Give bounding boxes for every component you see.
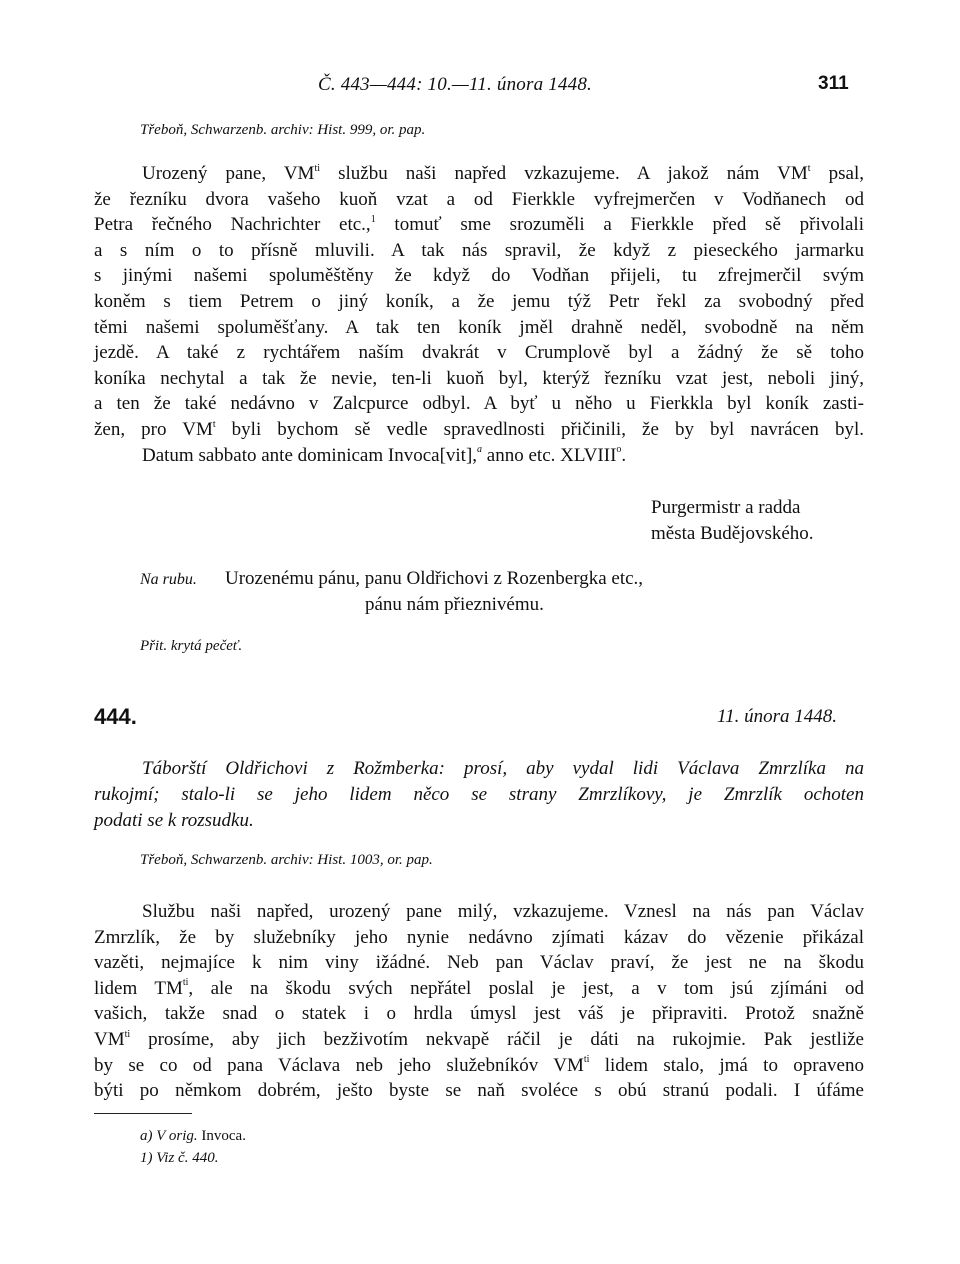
body-line: žen, pro $VM^t$ byli bychom sě vedle spravedlnosti přičinili, že by byl navrácen byl. [94,418,864,440]
seal-note: Přit. krytá pečeť. [140,638,243,654]
body-line: lidem $TM^{ti}$, ale na škodu svých nepřátel poslal je jest, a v tom jsú zjímáni od [94,977,864,999]
body-line: Datum sabbato ante dominicam Invoca[vit],$^a$ anno etc. XLVIII$^o$. [142,444,627,466]
body-line: a s ním o to přísně mluvili. A tak nás spravil, že když z pieseckého jarmarku [94,239,864,261]
body-line: že řezníku dvora vašeho kuoň vzat a od Fierkkle vyfrejmerčen v Vodňanech od [94,188,864,210]
source-note-444: Třeboň, Schwarzenb. archiv: Hist. 1003, or. pap. [140,852,433,868]
document-number: 444. [94,704,137,729]
page-number: 311 [818,73,849,94]
regest [94,756,864,836]
running-title: Č. 443—444: 10.—11. února 1448. [318,74,592,95]
body-line: by se co od pana Václava neb jeho služebníkóv $VM^{ti}$ lidem stalo, jmá to opraveno [94,1054,864,1076]
body-line: vašich, takže snad o statek i o hrdla úmysl jest váš je připraviti. Protož snažně [94,1003,864,1025]
letter-444-body [94,899,864,1109]
dorse-address: pánu nám přieznivému. [365,594,544,615]
body-line: těmi našemi spoluměšťany. A tak ten koník jměl drahně neděl, svobodně na něm [94,316,864,338]
signature-line: města Budějovského. [651,523,814,544]
document-date: 11. února 1448. [717,706,837,727]
footnote: a) V orig. Invoca. [140,1128,246,1144]
body-line: Službu naši napřed, urozený pane milý, vzkazujeme. Vznesl na nás pan Václav [142,901,864,922]
letter-443-body [94,161,864,481]
body-line: Urozený pane, $VM^{ti}$ službu naši napřed vzkazujeme. A jakož nám $VM^t$ psal, [142,162,864,184]
body-line: s jinými našemi spoluměštěny že když do Vodňan přijeli, tu zfrejmerčil svým [94,265,864,287]
regest-line: rukojmí; stalo-li se jeho lidem něco se strany Zmrzlíkovy, je Zmrzlík ochoten [94,784,864,805]
body-line: $VM^{ti}$ prosíme, aby jich bezživotím nekvapě ráčil je dáti na rukojmie. Pak jestliže [94,1028,864,1050]
dorse-address: Urozenému pánu, panu Oldřichovi z Rozenbergka etc., [225,568,644,589]
body-line: a ten že také nedávno v Zalcpurce odbyl. A byť u něho u Fierkkla byl koník zasti- [94,393,864,415]
body-line: Petra řečného Nachrichter etc.,$^1$ tomuť sme srozuměli a Fierkkle před sě přivolali [94,213,864,236]
regest-line: podati se k rozsudku. [94,810,254,831]
signature-line: Purgermistr a radda [651,497,801,518]
footnote: 1) Viz č. 440. [140,1150,219,1166]
body-line: vazěti, nejmajíce k nim viny ižádné. Neb pan Václav praví, že jest ne na škodu [94,952,864,974]
body-line: jezdě. A také z rychtářem naším dvakrát v Crumplově byl a žádný že sě toho [94,342,864,364]
source-note-443: Třeboň, Schwarzenb. archiv: Hist. 999, or. pap. [140,122,426,138]
footnote-rule [94,1113,192,1114]
body-line: Zmrzlík, že by služebníky jeho nynie nedávno zjímati kázav do vězenie přikázal [94,926,864,948]
body-line: koníka nechytal a tak že nevie, ten-li kuoň byl, kterýž řezníku vzat jest, neboli jiný, [94,367,864,389]
regest-line: Táborští Oldřichovi z Rožmberka: prosí, aby vydal lidi Václava Zmrzlíka na [142,758,864,779]
body-line: býti po němkom dobrém, ještо byste se naň svoléce s obú stranú podali. I úfáme [94,1080,864,1102]
body-line: koněm s tiem Petrem o jiný koník, a že jemu týž Petr řekl za svobodný před [94,291,864,312]
dorse-label: Na rubu. [140,571,197,588]
